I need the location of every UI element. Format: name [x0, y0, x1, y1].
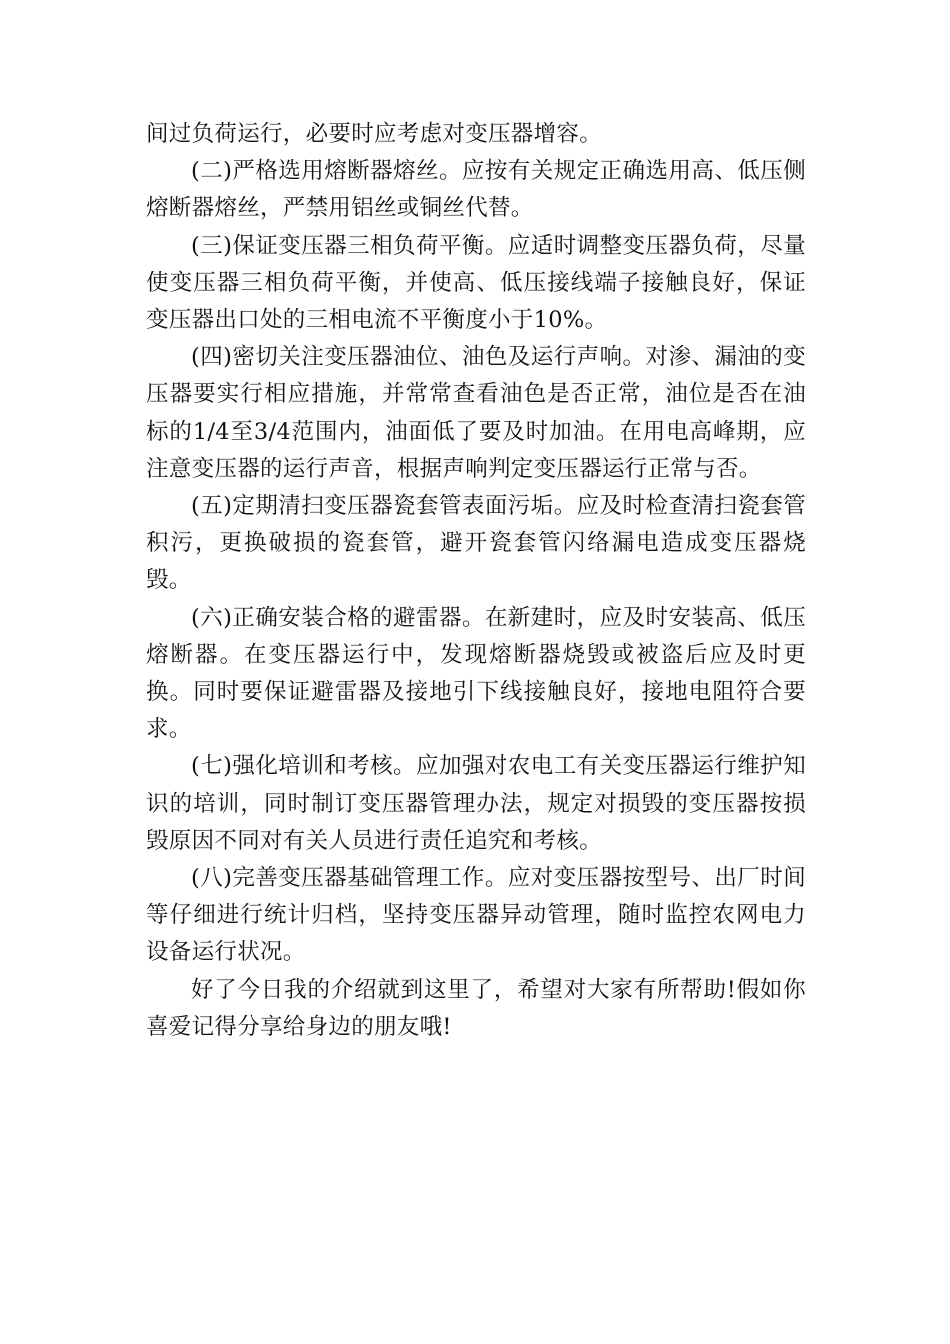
paragraph-basic-management: (八)完善变压器基础管理工作。应对变压器按型号、出厂时间等仔细进行统计归档，坚持变压器异动管理，随时监控农网电力设备运行状况。	[146, 865, 806, 966]
paragraph-load-balance: (三)保证变压器三相负荷平衡。应适时调整变压器负荷，尽量使变压器三相负荷平衡，并使高、低压接线端子接触良好，保证变压器出口处的三相电流不平衡度小于10%。	[146, 232, 806, 334]
paragraph-continuation: 间过负荷运行，必要时应考虑对变压器增容。	[146, 121, 603, 147]
paragraph-bushing-cleaning: (五)定期清扫变压器瓷套管表面污垢。应及时检查清扫瓷套管积污，更换破损的瓷套管，避开瓷套管闪络漏电造成变压器烧毁。	[146, 493, 806, 594]
paragraph-oil-monitoring: (四)密切关注变压器油位、油色及运行声响。对渗、漏油的变压器要实行相应措施，并常常查看油色是否正常，油位是否在油标的1/4至3/4范围内，油面低了要及时加油。在用电高峰期，应注意变压器的运行声音，根据声响判定变压器运行正常与否。	[146, 344, 806, 482]
document-body	[146, 116, 806, 1046]
paragraph-arrester-installation: (六)正确安装合格的避雷器。在新建时，应及时安装高、低压熔断器。在变压器运行中，发现熔断器烧毁或被盗后应及时更换。同时要保证避雷器及接地引下线接触良好，接地电阻符合要求。	[146, 604, 806, 743]
paragraph-closing: 好了今日我的介绍就到这里了，希望对大家有所帮助!假如你喜爱记得分享给身边的朋友哦!	[146, 976, 806, 1040]
paragraph-training-assessment: (七)强化培训和考核。应加强对农电工有关变压器运行维护知识的培训，同时制订变压器管理办法，规定对损毁的变压器按损毁原因不同对有关人员进行责任追究和考核。	[146, 753, 806, 854]
paragraph-fuse-selection: (二)严格选用熔断器熔丝。应按有关规定正确选用高、低压侧熔断器熔丝，严禁用铝丝或铜丝代替。	[146, 158, 806, 222]
